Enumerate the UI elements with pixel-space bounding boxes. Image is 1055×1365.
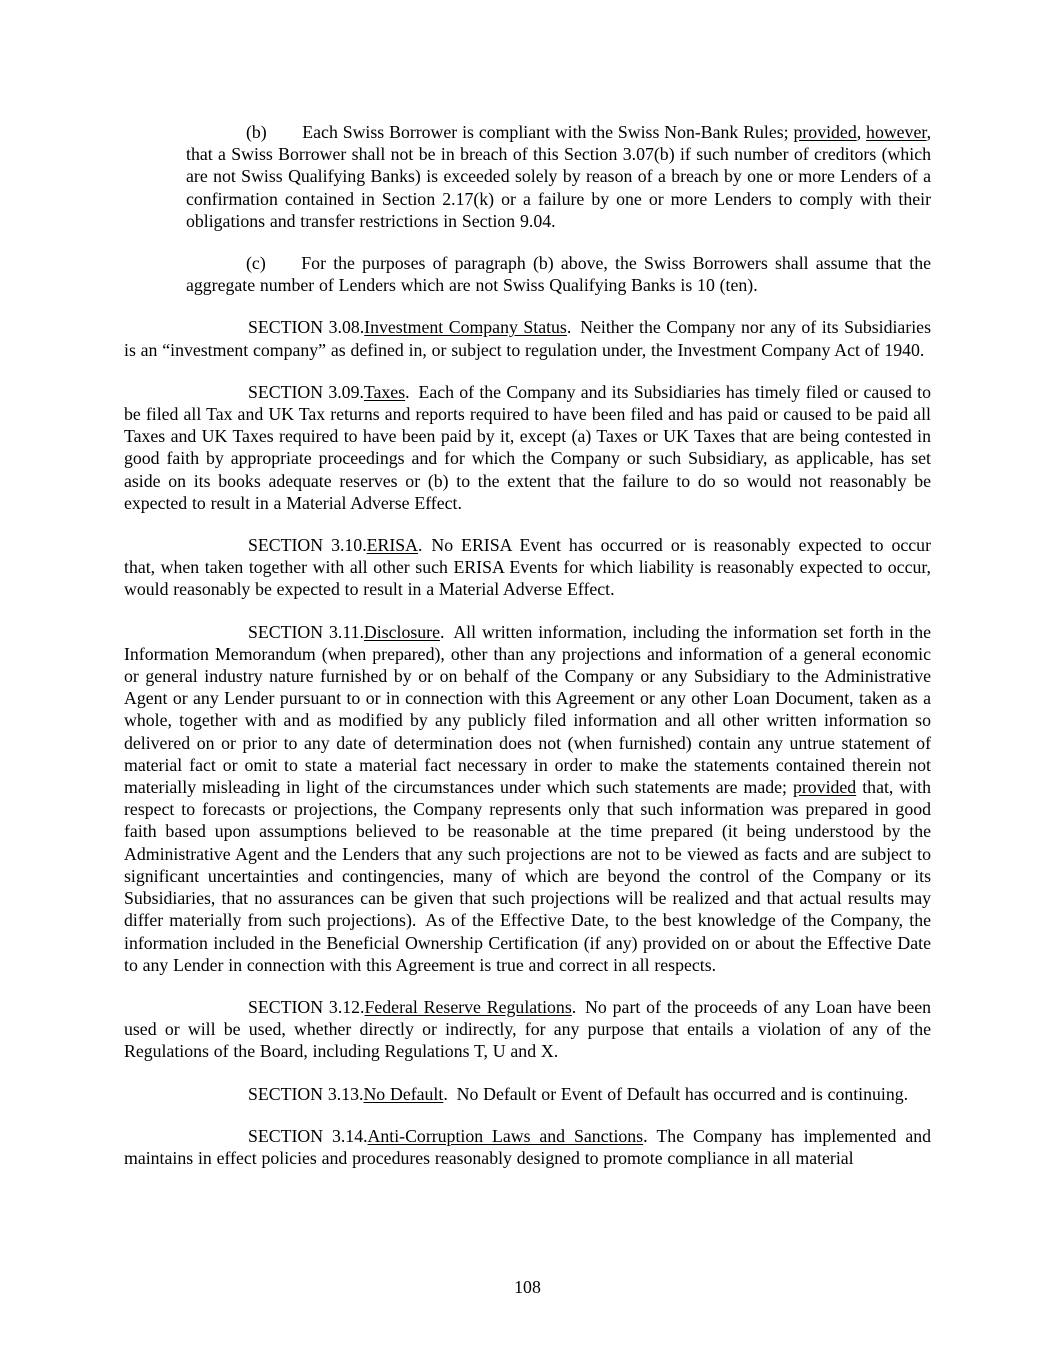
underlined-text-run: No Default xyxy=(363,1083,444,1104)
paragraph-section-3-10 xyxy=(124,534,931,601)
paragraph-3-07-b xyxy=(186,121,931,232)
text-run: (c) For the purposes of paragraph (b) above, the Swiss Borrowers shall assume that the aggregate number of Lenders which are not Swiss Qualifying Banks is 10 (ten). xyxy=(186,253,931,296)
text-run: SECTION 3.14. xyxy=(248,1125,368,1146)
text-run: SECTION 3.12. xyxy=(248,996,365,1017)
text-run: , that a Swiss Borrower shall not be in breach of this Section 3.07(b) if such number of creditors (which are not Swiss Qualifying Banks) is exceeded solely by reason of a breach by one or more Lenders of a confirmation contained in Section 2.17(k) or a failure by one or more Lenders to comply with their obligations and transfer restrictions in Section 9.04. xyxy=(186,122,932,231)
text-run: , xyxy=(856,122,867,142)
page-number: 108 xyxy=(514,1277,541,1297)
underlined-text-run: provided xyxy=(793,122,857,142)
paragraph-section-3-14 xyxy=(124,1125,931,1169)
underlined-text-run: however xyxy=(866,122,927,142)
underlined-text-run: provided xyxy=(792,777,857,798)
text-run: . Neither the Company nor any of its Subsidiaries is an “investment company” as defined in, or subject to regulation under, the Investment Company Act of 1940. xyxy=(124,317,931,360)
text-run: . All written information, including the information set forth in the Information Memorandum (when prepared), other than any projections and information of a general economic or general industry nature furnished by or on behalf of the Company or any Subsidiary to the Administrative Agent or any Lender pursuant to or in connection with this Agreement or any other Loan Document, taken as a whole, together with and as modified by any publicly filed information and all other written information so delivered on or prior to any date of determination does not (when furnished) contain any untrue statement of material fact or omit to state a material fact necessary in order to make the statements contained therein not materially misleading in light of the circumstances under which such statements are made; xyxy=(124,621,931,798)
text-run: . The Company has implemented and maintains in effect policies and procedures reasonably designed to promote compliance in all material xyxy=(124,1125,931,1168)
underlined-text-run: Disclosure xyxy=(363,621,440,642)
text-run: . Each of the Company and its Subsidiaries has timely filed or caused to be filed all Tax and UK Tax returns and reports required to have been filed and has paid or caused to be paid all Taxes and UK Taxes required to have been paid by it, except (a) Taxes or UK Taxes that are being contested in good faith by appropriate proceedings and for which the Company or such Subsidiary, as applicable, has set aside on its books adequate reserves or (b) to the extent that the failure to do so would not reasonably be expected to result in a Material Adverse Effect. xyxy=(124,381,931,513)
text-run: SECTION 3.08. xyxy=(248,317,365,338)
document-body xyxy=(124,121,931,1189)
paragraph-section-3-09 xyxy=(124,381,931,514)
text-run: SECTION 3.10. xyxy=(248,535,367,556)
paragraph-section-3-13 xyxy=(124,1083,931,1105)
underlined-text-run: ERISA xyxy=(366,535,419,556)
underlined-text-run: Taxes xyxy=(363,381,406,402)
text-run: SECTION 3.11. xyxy=(248,621,364,642)
underlined-text-run: Investment Company Status xyxy=(364,317,567,338)
text-run: . No ERISA Event has occurred or is reasonably expected to occur that, when taken together with all other such ERISA Events for which liability is reasonably expected to occur, would reasonably be expected to result in a Material Adverse Effect. xyxy=(124,535,931,600)
text-run: SECTION 3.09. xyxy=(248,381,364,402)
paragraph-section-3-11 xyxy=(124,621,931,976)
underlined-text-run: Federal Reserve Regulations xyxy=(364,996,572,1017)
text-run: . No Default or Event of Default has occurred and is continuing. xyxy=(443,1083,909,1104)
text-run: . No part of the proceeds of any Loan have been used or will be used, whether directly or indirectly, for any purpose that entails a violation of any of the Regulations of the Board, including Regulations T, U and X. xyxy=(124,996,931,1062)
text-run: (b) Each Swiss Borrower is compliant with the Swiss Non-Bank Rules; xyxy=(246,122,794,142)
underlined-text-run: Anti-Corruption Laws and Sanctions xyxy=(367,1125,644,1146)
text-run: SECTION 3.13. xyxy=(248,1083,364,1104)
paragraph-3-07-c xyxy=(186,252,931,296)
paragraph-section-3-08 xyxy=(124,316,931,360)
paragraph-section-3-12 xyxy=(124,996,931,1063)
text-run: that, with respect to forecasts or projections, the Company represents only that such information was prepared in good faith based upon assumptions believed to be reasonable at the time prepared (it being understood by the Administrative Agent and the Lenders that any such projections are not to be viewed as facts and are subject to significant uncertainties and contingencies, many of which are beyond the control of the Company or its Subsidiaries, that no assurances can be given that such projections will be realized and that actual results may differ materially from such projections). As of the Effective Date, to the best knowledge of the Company, the information included in the Beneficial Ownership Certification (if any) provided on or about the Effective Date to any Lender in connection with this Agreement is true and correct in all respects. xyxy=(124,777,931,975)
